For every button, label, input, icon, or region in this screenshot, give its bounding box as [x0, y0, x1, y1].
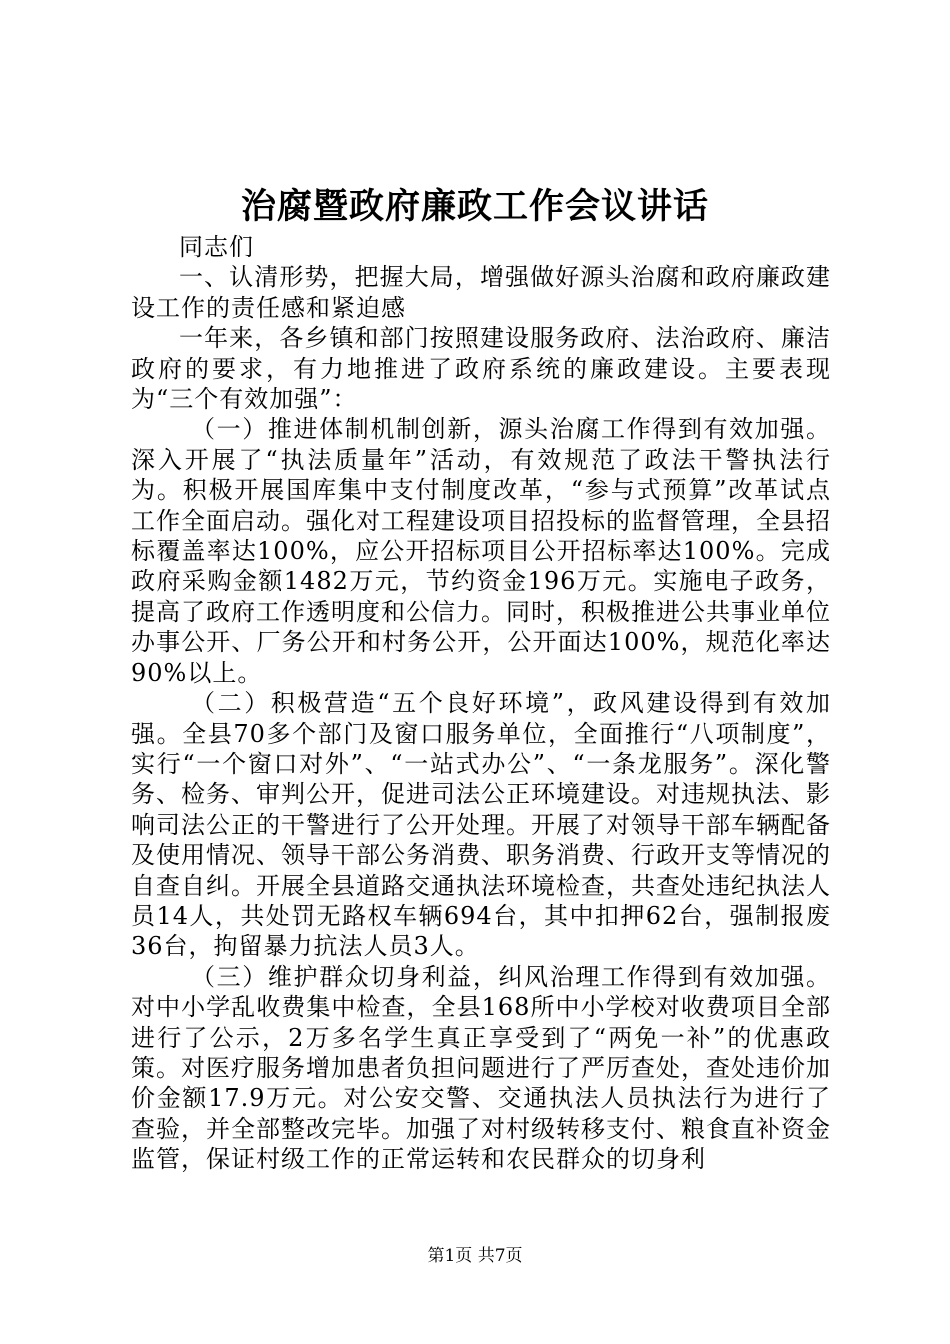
- salutation: 同志们: [179, 233, 254, 261]
- body-paragraph: 一年来，各乡镇和部门按照建设服务政府、法治政府、廉洁政府的要求，有力地推进了政府系统的廉政建设。主要表现为“三个有效加强”：: [131, 324, 831, 414]
- body-paragraph: （一）推进体制机制创新，源头治腐工作得到有效加强。深入开展了“执法质量年”活动，有效规范了政法干警执法行为。积极开展国库集中支付制度改革，“参与式预算”改革试点工作全面启动。强化对工程建设项目招投标的监督管理，全县招标覆盖率达100%，应公开招标项目公开招标率达100%。完成政府采购金额1482万元，节约资金196万元。实施电子政务，提高了政府工作透明度和公信力。同时，积极推进公共事业单位办事公开、厂务公开和村务公开，公开面达100%，规范化率达90%以上。: [131, 415, 831, 687]
- document-body: [131, 232, 831, 1175]
- page-number: 第1页 共7页: [427, 1246, 523, 1266]
- document-title: 治腐暨政府廉政工作会议讲话: [240, 186, 709, 227]
- body-paragraph: （三）维护群众切身利益，纠风治理工作得到有效加强。对中小学乱收费集中检查，全县168所中小学校对收费项目全部进行了公示，2万多名学生真正享受到了“两免一补”的优惠政策。对医疗服务增加患者负担问题进行了严厉查处，查处违价加价金额17.9万元。对公安交警、交通执法人员执法行为进行了查验，并全部整改完毕。加强了对村级转移支付、粮食直补资金监管，保证村级工作的正常运转和农民群众的切身利: [131, 962, 831, 1174]
- body-paragraph: （二）积极营造“五个良好环境”，政风建设得到有效加强。全县70多个部门及窗口服务单位，全面推行“八项制度”，实行“一个窗口对外”、“一站式办公”、“一条龙服务”。深化警务、检务、审判公开，促进司法公正环境建设。对违规执法、影响司法公正的干警进行了公开处理。开展了对领导干部车辆配备及使用情况、领导干部公务消费、职务消费、行政开支等情况的自查自纠。开展全县道路交通执法环境检查，共查处违纪执法人员14人，共处罚无路权车辆694台，其中扣押62台，强制报废36台，拘留暴力抗法人员3人。: [131, 689, 831, 961]
- body-paragraph: 一、认清形势，把握大局，增强做好源头治腐和政府廉政建设工作的责任感和紧迫感: [131, 263, 831, 322]
